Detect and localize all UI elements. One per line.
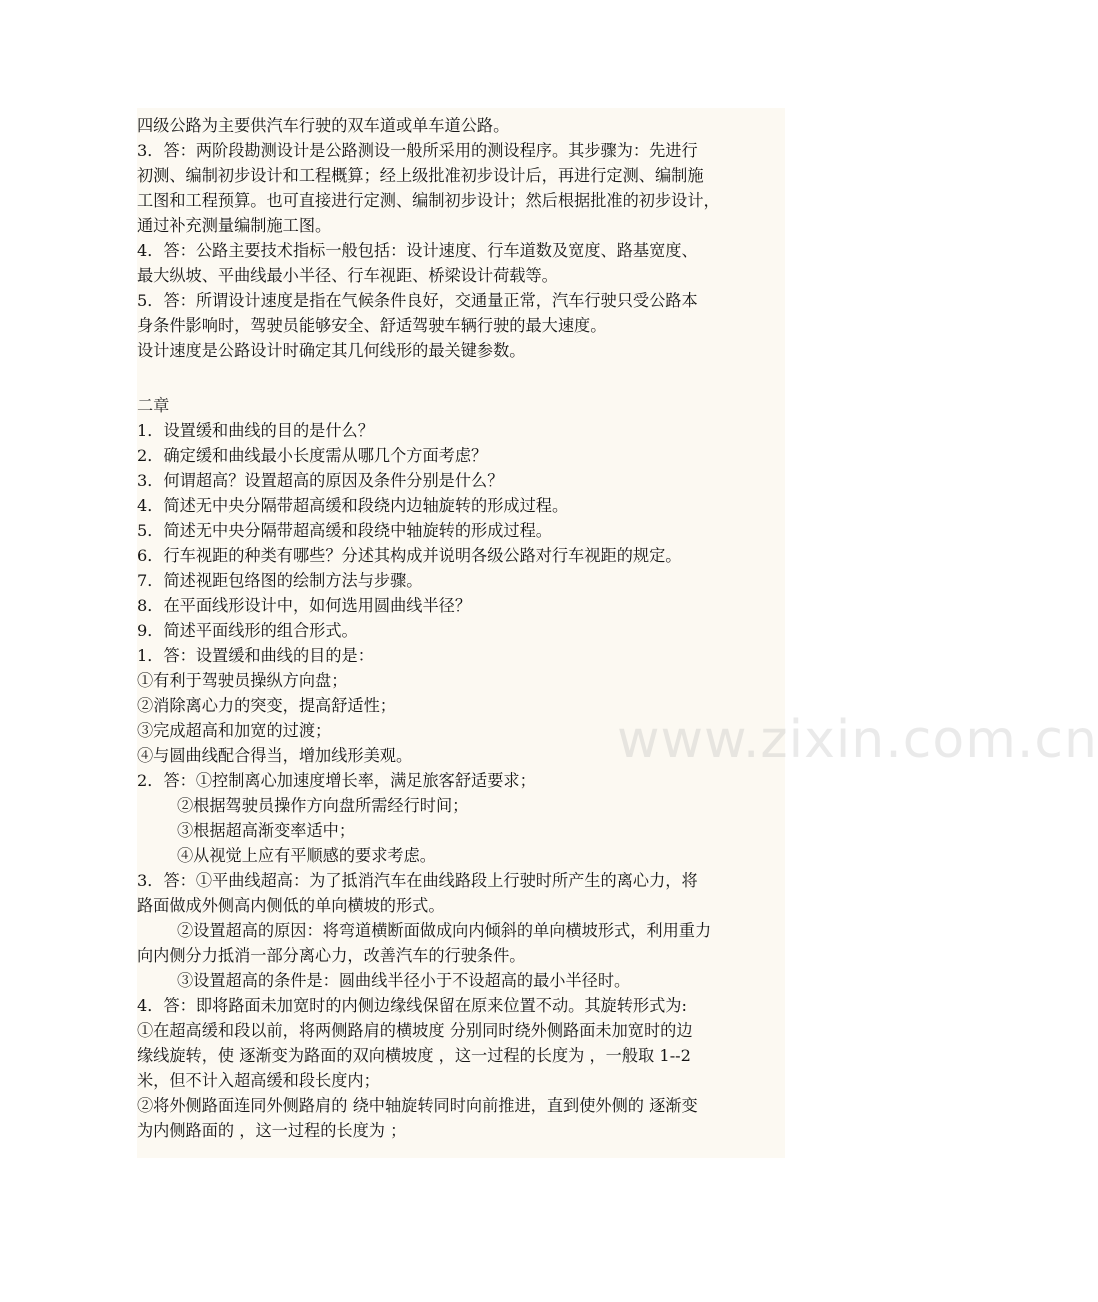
- answer-line: ③完成超高和加宽的过渡；: [137, 721, 332, 740]
- question-line: 4．简述无中央分隔带超高缓和段绕内边轴旋转的形成过程。: [137, 496, 569, 515]
- answer-line: 2．答：①控制离心加速度增长率，满足旅客舒适要求；: [137, 771, 536, 790]
- answer-line: 4．答：即将路面未加宽时的内侧边缘线保留在原来位置不动。其旋转形式为:: [137, 996, 687, 1015]
- question-line: 6．行车视距的种类有哪些？分述其构成并说明各级公路对行车视距的规定。: [137, 546, 682, 565]
- document-page: [137, 108, 1098, 1158]
- answer-line: 为内侧路面的 ，这一过程的长度为 ；: [137, 1121, 407, 1140]
- text-line: 最大纵坡、平曲线最小半径、行车视距、桥梁设计荷载等。: [137, 266, 558, 285]
- answer-line: 1．答：设置缓和曲线的目的是：: [137, 646, 374, 665]
- question-line: 7．简述视距包络图的绘制方法与步骤。: [137, 571, 423, 590]
- text-line: 通过补充测量编制施工图。: [137, 216, 332, 235]
- text-line: 3．答：两阶段勘测设计是公路测设一般所采用的测设程序。其步骤为：先进行: [137, 141, 698, 160]
- answer-line: ④从视觉上应有平顺感的要求考虑。: [177, 846, 436, 865]
- answer-line: 缘线旋转，使 逐渐变为路面的双向横坡度 ，这一过程的长度为 ，一般取 1--2: [137, 1046, 691, 1065]
- text-line: 四级公路为主要供汽车行驶的双车道或单车道公路。: [137, 116, 510, 135]
- watermark: www.zixin.com.cn: [617, 710, 1098, 770]
- text-line: 身条件影响时，驾驶员能够安全、舒适驾驶车辆行驶的最大速度。: [137, 316, 607, 335]
- answer-line: ④与圆曲线配合得当，增加线形美观。: [137, 746, 413, 765]
- question-line: 5．简述无中央分隔带超高缓和段绕中轴旋转的形成过程。: [137, 521, 552, 540]
- answer-line: ②消除离心力的突变，提高舒适性；: [137, 696, 396, 715]
- text-line: 设计速度是公路设计时确定其几何线形的最关键参数。: [137, 341, 526, 360]
- section-heading: 二章: [137, 396, 170, 415]
- answer-line: ②将外侧路面连同外侧路肩的 绕中轴旋转同时向前推进，直到使外侧的 逐渐变: [137, 1096, 698, 1115]
- text-line: 5．答：所谓设计速度是指在气候条件良好，交通量正常，汽车行驶只受公路本: [137, 291, 698, 310]
- text-line: 4．答：公路主要技术指标一般包括：设计速度、行车道数及宽度、路基宽度、: [137, 241, 698, 260]
- question-line: 1．设置缓和曲线的目的是什么？: [137, 421, 374, 440]
- text-line: 初测、编制初步设计和工程概算；经上级批准初步设计后，再进行定测、编制施: [137, 166, 704, 185]
- question-line: 3．何谓超高？设置超高的原因及条件分别是什么？: [137, 471, 504, 490]
- answer-line: 米，但不计入超高缓和段长度内；: [137, 1071, 380, 1090]
- answer-line: 3．答：①平曲线超高：为了抵消汽车在曲线路段上行驶时所产生的离心力，将: [137, 871, 698, 890]
- answer-line: 路面做成外侧高内侧低的单向横坡的形式。: [137, 896, 445, 915]
- answer-line: ③设置超高的条件是：圆曲线半径小于不设超高的最小半径时。: [177, 971, 631, 990]
- answer-line: ①有利于驾驶员操纵方向盘；: [137, 671, 348, 690]
- question-line: 2．确定缓和曲线最小长度需从哪几个方面考虑？: [137, 446, 488, 465]
- text-line: 工图和工程预算。也可直接进行定测、编制初步设计；然后根据批准的初步设计，: [137, 191, 720, 210]
- question-line: 9．简述平面线形的组合形式。: [137, 621, 358, 640]
- answer-line: ②根据驾驶员操作方向盘所需经行时间；: [177, 796, 469, 815]
- answer-line: ②设置超高的原因：将弯道横断面做成向内倾斜的单向横坡形式，利用重力: [177, 921, 712, 940]
- answer-line: ①在超高缓和段以前，将两侧路肩的横坡度 分别同时绕外侧路面未加宽时的边: [137, 1021, 693, 1040]
- question-line: 8．在平面线形设计中，如何选用圆曲线半径？: [137, 596, 472, 615]
- answer-line: ③根据超高渐变率适中；: [177, 821, 356, 840]
- answer-line: 向内侧分力抵消一部分离心力，改善汽车的行驶条件。: [137, 946, 526, 965]
